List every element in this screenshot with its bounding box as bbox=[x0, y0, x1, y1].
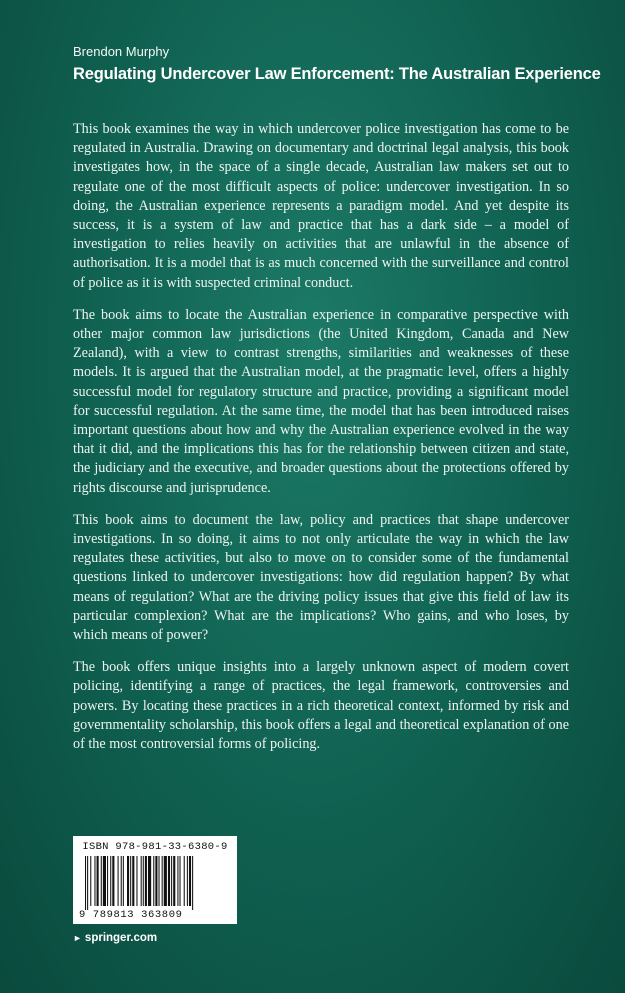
author-name: Brendon Murphy bbox=[73, 44, 170, 59]
paragraph: This book examines the way in which undercover police investigation has come to be regulated in Australia. Drawing on documentary and doctrinal legal analysis, this book investigates how, in the space of a single decade, Australian law makers set out to regulate one of the most difficult aspects of police: undercover investigation. In so doing, the Australian experience represents a paradigm model. And yet despite its success, it is a system of law and practice that has a dark side – a model of investigation to relies heavily on activities that are unlawful in the absence of authorisation. It is a model that is as much concerned with the surveillance and control of police as it is with suspected criminal conduct. bbox=[73, 121, 569, 291]
arrow-right-icon: ► bbox=[73, 933, 82, 943]
paragraph: The book aims to locate the Australian experience in comparative perspective with other major common law jurisdictions (the United Kingdom, Canada and New Zealand), with a view to contrast strengths, similarities and weaknesses of these models. It is argued that the Australian model, at the pragmatic level, offers a highly successful model for regulatory structure and practice, providing a significant model for successful regulation. At the same time, the model that has been introduced raises important questions about how and why the Australian experience evolved in the way that it did, and the implications this has for the relationship between citizen and state, the judiciary and the executive, and broader questions about the protections offered by rights discourse and jurisprudence. bbox=[73, 306, 569, 496]
book-title: Regulating Undercover Law Enforcement: The Australian Experience bbox=[73, 65, 601, 83]
publisher-link-text: springer.com bbox=[84, 932, 158, 944]
isbn-barcode bbox=[73, 836, 237, 924]
description bbox=[73, 120, 569, 767]
paragraph: The book offers unique insights into a largely unknown aspect of modern covert policing, identifying a range of practices, the legal framework, controversies and powers. By locating these practices in a rich theoretical context, informed by risk and governmentality scholarship, this book offers a legal and theoretical explanation of one of the most controversial forms of policing. bbox=[73, 659, 569, 753]
barcode-bars-icon bbox=[79, 856, 231, 910]
publisher-link[interactable] bbox=[73, 932, 157, 944]
barcode-digits: 9 789813 363809 bbox=[79, 909, 183, 921]
paragraph: This book aims to document the law, policy and practices that shape undercover investigations. In so doing, it aims to not only articulate the way in which the law regulates these activities, but also to move on to consider some of the fundamental questions linked to undercover investigations: how did regulation happen? By what means of regulation? What are the driving policy issues that give this field of law its particular complexion? What are the implications? Who gains, and who loses, by which means of power? bbox=[73, 511, 569, 644]
isbn-label: ISBN 978-981-33-6380-9 bbox=[82, 841, 228, 853]
